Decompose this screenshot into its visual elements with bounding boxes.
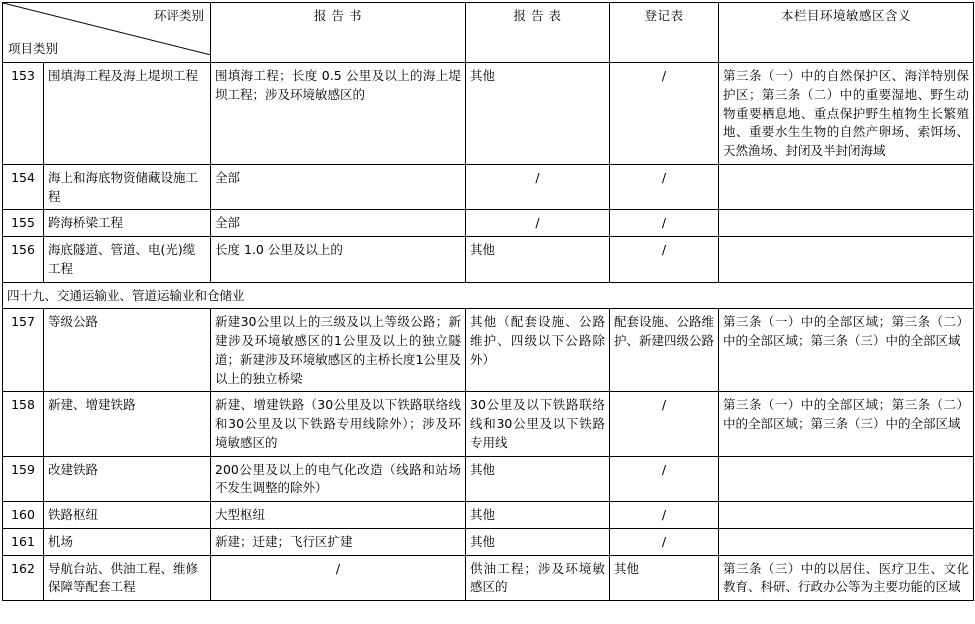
row-registration: 配套设施、公路维护、新建四级公路 bbox=[610, 309, 719, 392]
header-registration-form: 登记表 bbox=[610, 3, 719, 63]
row-number: 154 bbox=[3, 164, 44, 210]
section-header-row bbox=[3, 282, 974, 309]
row-meaning: 第三条（一）中的全部区域；第三条（二）中的全部区域；第三条（三）中的全部区域 bbox=[719, 309, 974, 392]
row-report-book: 大型枢纽 bbox=[211, 502, 466, 529]
section-title: 四十九、交通运输业、管道运输业和仓储业 bbox=[3, 282, 974, 309]
row-report-table: 其他 bbox=[466, 528, 610, 555]
row-category: 新建、增建铁路 bbox=[44, 392, 211, 456]
header-label-assessment-category: 环评类别 bbox=[153, 8, 204, 23]
row-number: 160 bbox=[3, 502, 44, 529]
row-report-book: 长度 1.0 公里及以上的 bbox=[211, 237, 466, 283]
row-registration: / bbox=[610, 528, 719, 555]
row-number: 156 bbox=[3, 237, 44, 283]
row-registration: 其他 bbox=[610, 555, 719, 601]
row-report-table: 供油工程；涉及环境敏感区的 bbox=[466, 555, 610, 601]
row-category: 等级公路 bbox=[44, 309, 211, 392]
row-number: 153 bbox=[3, 63, 44, 165]
table-row bbox=[3, 528, 974, 555]
row-report-book: 200公里及以上的电气化改造（线路和站场不发生调整的除外） bbox=[211, 456, 466, 502]
table-row bbox=[3, 456, 974, 502]
table-row bbox=[3, 309, 974, 392]
row-report-table: 30公里及以下铁路联络线和30公里及以下铁路专用线 bbox=[466, 392, 610, 456]
row-category: 跨海桥梁工程 bbox=[44, 210, 211, 237]
row-report-book: / bbox=[211, 555, 466, 601]
row-registration: / bbox=[610, 392, 719, 456]
table-row bbox=[3, 502, 974, 529]
row-category: 铁路枢纽 bbox=[44, 502, 211, 529]
row-category: 海底隧道、管道、电(光)缆工程 bbox=[44, 237, 211, 283]
table-row bbox=[3, 164, 974, 210]
row-report-table: / bbox=[466, 164, 610, 210]
row-report-book: 全部 bbox=[211, 164, 466, 210]
row-registration: / bbox=[610, 63, 719, 165]
row-category: 机场 bbox=[44, 528, 211, 555]
header-label-project-category: 项目类别 bbox=[8, 41, 59, 57]
row-category: 改建铁路 bbox=[44, 456, 211, 502]
row-meaning bbox=[719, 502, 974, 529]
row-meaning bbox=[719, 237, 974, 283]
header-corner-cell bbox=[3, 3, 211, 63]
row-number: 162 bbox=[3, 555, 44, 601]
row-report-book: 新建、增建铁路（30公里及以下铁路联络线和30公里及以下铁路专用线除外）；涉及环境敏感区的 bbox=[211, 392, 466, 456]
row-registration: / bbox=[610, 210, 719, 237]
row-report-table: 其他（配套设施、公路维护、四级以下公路除外） bbox=[466, 309, 610, 392]
row-registration: / bbox=[610, 237, 719, 283]
row-report-table: 其他 bbox=[466, 63, 610, 165]
row-meaning bbox=[719, 456, 974, 502]
row-meaning bbox=[719, 164, 974, 210]
table-row bbox=[3, 63, 974, 165]
row-number: 159 bbox=[3, 456, 44, 502]
table-row bbox=[3, 210, 974, 237]
table-row bbox=[3, 237, 974, 283]
row-number: 157 bbox=[3, 309, 44, 392]
row-report-table: 其他 bbox=[466, 502, 610, 529]
row-category: 围填海工程及海上堤坝工程 bbox=[44, 63, 211, 165]
row-number: 161 bbox=[3, 528, 44, 555]
header-sensitive-area-meaning: 本栏目环境敏感区含义 bbox=[719, 3, 974, 63]
row-meaning bbox=[719, 210, 974, 237]
row-report-book: 围填海工程；长度 0.5 公里及以上的海上堤坝工程；涉及环境敏感区的 bbox=[211, 63, 466, 165]
row-registration: / bbox=[610, 164, 719, 210]
environmental-category-table bbox=[2, 2, 974, 601]
row-meaning bbox=[719, 528, 974, 555]
row-registration: / bbox=[610, 502, 719, 529]
row-meaning: 第三条（三）中的以居住、医疗卫生、文化教育、科研、行政办公等为主要功能的区域 bbox=[719, 555, 974, 601]
row-report-table: 其他 bbox=[466, 456, 610, 502]
row-category: 海上和海底物资储藏设施工程 bbox=[44, 164, 211, 210]
row-report-book: 全部 bbox=[211, 210, 466, 237]
table-row bbox=[3, 392, 974, 456]
row-meaning: 第三条（一）中的全部区域；第三条（二）中的全部区域；第三条（三）中的全部区域 bbox=[719, 392, 974, 456]
row-category: 导航台站、供油工程、维修保障等配套工程 bbox=[44, 555, 211, 601]
row-report-book: 新建30公里以上的三级及以上等级公路；新建涉及环境敏感区的1公里及以上的独立隧道；新建涉及环境敏感区的主桥长度1公里及以上的独立桥梁 bbox=[211, 309, 466, 392]
row-number: 158 bbox=[3, 392, 44, 456]
header-report-book: 报 告 书 bbox=[211, 3, 466, 63]
row-report-book: 新建；迁建；飞行区扩建 bbox=[211, 528, 466, 555]
row-number: 155 bbox=[3, 210, 44, 237]
row-report-table: 其他 bbox=[466, 237, 610, 283]
row-registration: / bbox=[610, 456, 719, 502]
table-header-row bbox=[3, 3, 974, 63]
row-meaning: 第三条（一）中的自然保护区、海洋特别保护区；第三条（二）中的重要湿地、野生动物重要栖息地、重点保护野生植物生长繁殖地、重要水生生物的自然产卵场、索饵场、天然渔场、封闭及半封闭海域 bbox=[719, 63, 974, 165]
table-row bbox=[3, 555, 974, 601]
header-report-table: 报 告 表 bbox=[466, 3, 610, 63]
row-report-table: / bbox=[466, 210, 610, 237]
